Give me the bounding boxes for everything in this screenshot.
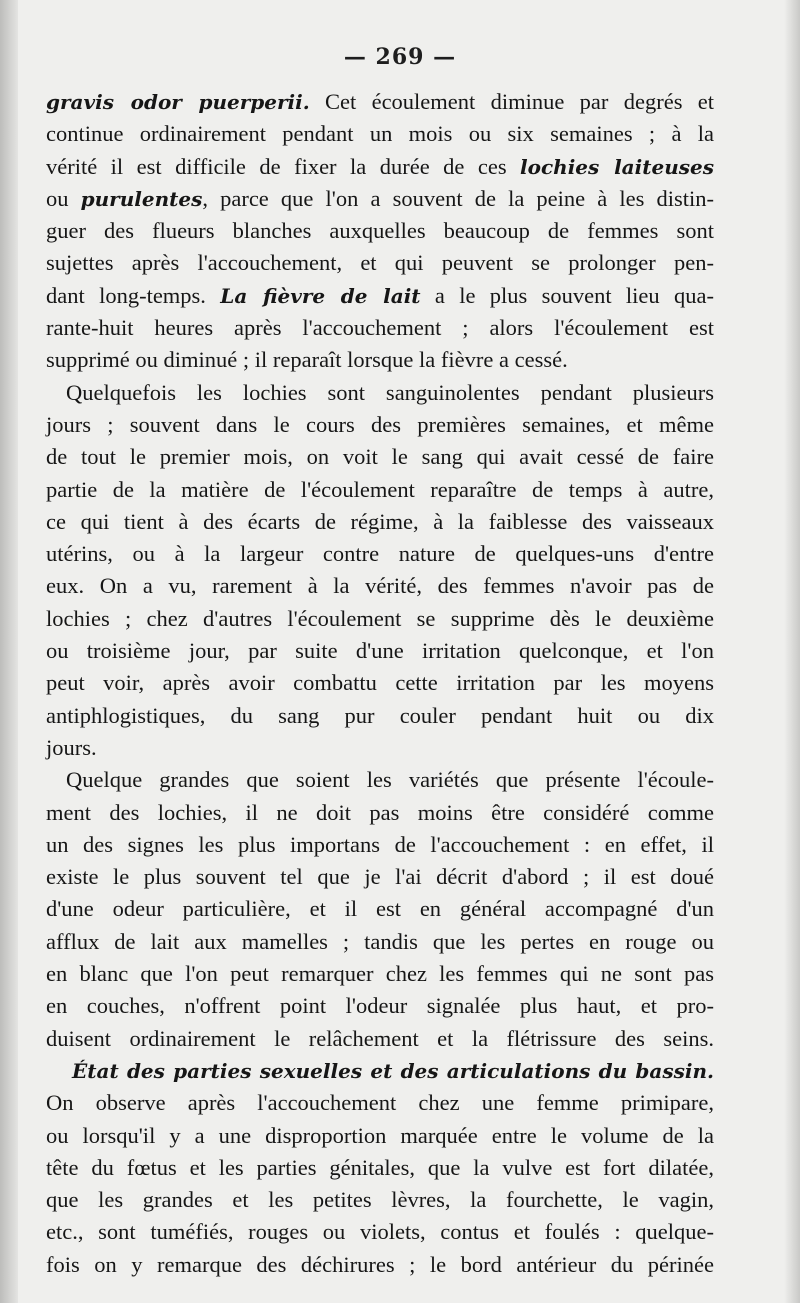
- text-line: ou troisième jour, par suite d'une irritation quelconque, et l'on: [46, 638, 714, 664]
- text-line: dant long-temps. La fièvre de lait a le plus souvent lieu qua-: [46, 282, 714, 308]
- text-line: d'une odeur particulière, et il est en général accompagné d'un: [46, 896, 714, 922]
- text-line: sujettes après l'accouchement, et qui peuvent se prolonger pen-: [46, 250, 714, 276]
- text-line: afflux de lait aux mamelles ; tandis que les pertes en rouge ou: [46, 928, 714, 954]
- text-line: duisent ordinairement le relâchement et la flétrissure des seins.: [46, 1025, 714, 1051]
- text-line: continue ordinairement pendant un mois ou six semaines ; à la: [46, 121, 714, 147]
- text-line: utérins, ou à la largeur contre nature de quelques-uns d'entre: [46, 541, 714, 567]
- text-line: en blanc que l'on peut remarquer chez les femmes qui ne sont pas: [46, 961, 714, 987]
- section-heading: État des parties sexuelles et des articulations du bassin.: [72, 1058, 714, 1083]
- text-line: existe le plus souvent tel que je l'ai décrit d'abord ; il est doué: [46, 864, 714, 890]
- text-line: etc., sont tuméfiés, rouges ou violets, contus et foulés : quelque-: [46, 1219, 714, 1245]
- text-line: un des signes les plus importans de l'accouchement : en effet, il: [46, 831, 714, 857]
- text-line: jours ; souvent dans le cours des premières semaines, et même: [46, 411, 714, 437]
- text-line: de tout le premier mois, on voit le sang qui avait cessé de faire: [46, 444, 714, 470]
- paragraph-start-line: Quelque grandes que soient les variétés que présente l'écoule-: [66, 767, 714, 793]
- text-line: supprimé ou diminué ; il reparaît lorsque la fièvre a cessé.: [46, 347, 568, 373]
- text-line: ce qui tient à des écarts de régime, à la faiblesse des vaisseaux: [46, 508, 714, 534]
- text-line: en couches, n'offrent point l'odeur signalée plus haut, et pro-: [46, 993, 714, 1019]
- text-line: vérité il est difficile de fixer la durée de ces lochies laiteuses: [46, 153, 714, 179]
- text-line: lochies ; chez d'autres l'écoulement se supprime dès le deuxième: [46, 605, 714, 631]
- text-line: que les grandes et les petites lèvres, la fourchette, le vagin,: [46, 1187, 714, 1213]
- paragraph-start-line: Quelquefois les lochies sont sanguinolentes pendant plusieurs: [66, 379, 714, 405]
- text-line: gravis odor puerperii. Cet écoulement diminue par degrés et: [46, 89, 715, 114]
- text-line: guer des flueurs blanches auxquelles beaucoup de femmes sont: [46, 218, 714, 244]
- text-line: On observe après l'accouchement chez une femme primipare,: [46, 1090, 714, 1116]
- text-line: ou lorsqu'il y a une disproportion marquée entre le volume de la: [46, 1122, 714, 1148]
- text-line: fois on y remarque des déchirures ; le bord antérieur du périnée: [46, 1251, 714, 1277]
- text-line: rante-huit heures après l'accouchement ; alors l'écoulement est: [46, 315, 714, 341]
- body-text: [46, 86, 714, 1281]
- text-line: partie de la matière de l'écoulement reparaître de temps à autre,: [46, 476, 714, 502]
- text-line: ou purulentes, parce que l'on a souvent de la peine à les distin-: [46, 185, 715, 211]
- text-line: tête du fœtus et les parties génitales, que la vulve est fort dilatée,: [46, 1154, 714, 1180]
- text-line: eux. On a vu, rarement à la vérité, des femmes n'avoir pas de: [46, 573, 714, 599]
- text-line: peut voir, après avoir combattu cette irritation par les moyens: [46, 670, 714, 696]
- text-line: jours.: [46, 734, 97, 760]
- text-line: antiphlogistiques, du sang pur couler pendant huit ou dix: [46, 702, 714, 728]
- text-line: ment des lochies, il ne doit pas moins être considéré comme: [46, 799, 714, 825]
- page-number: — 269 —: [343, 44, 457, 70]
